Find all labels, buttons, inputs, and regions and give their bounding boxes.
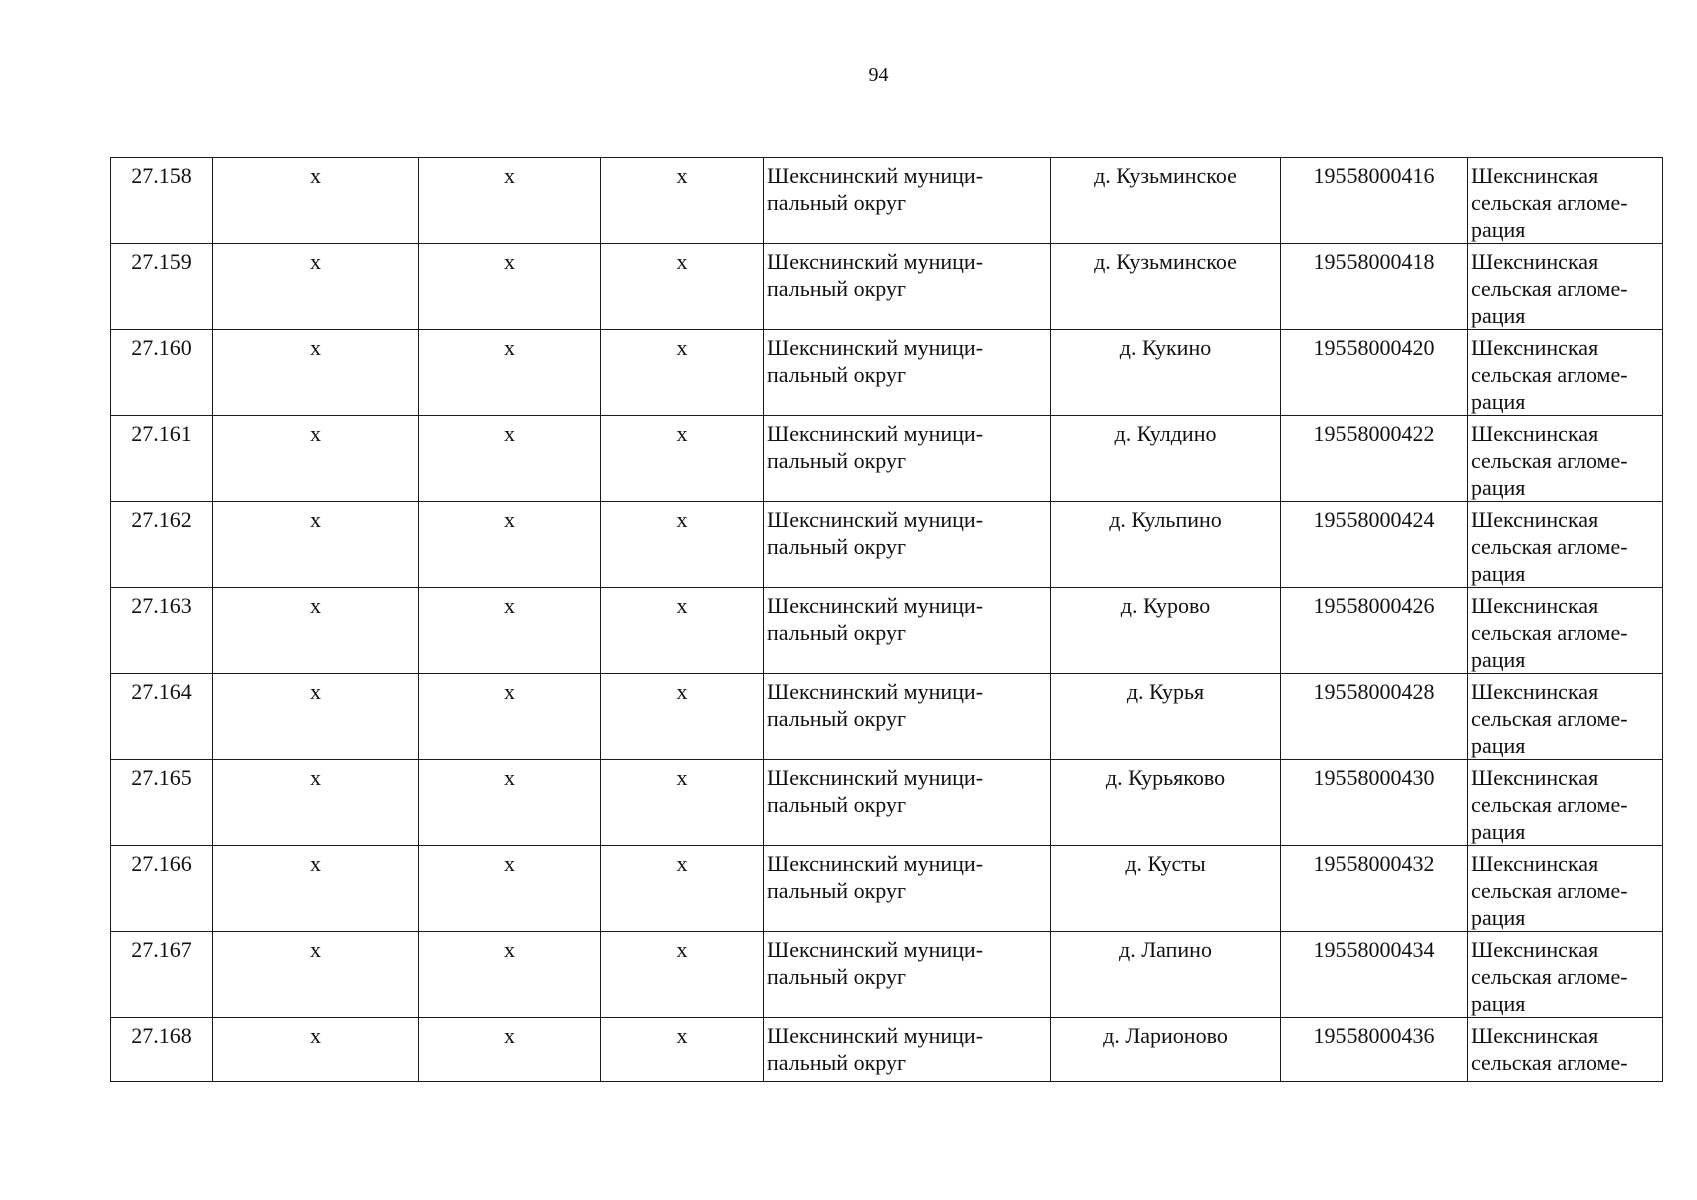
municipality-line: Шекснинский муници- xyxy=(767,163,984,188)
agglomeration-line: рация xyxy=(1471,389,1526,414)
oktmo-code-cell: 19558000428 xyxy=(1281,674,1468,760)
municipality-cell xyxy=(764,932,1051,1018)
row-number-cell: 27.163 xyxy=(111,588,213,674)
oktmo-code-cell: 19558000420 xyxy=(1281,330,1468,416)
mark-cell: x xyxy=(601,1018,764,1082)
agglomeration-cell xyxy=(1468,932,1663,1018)
agglomeration-line: сельская агломе- xyxy=(1471,964,1628,989)
agglomeration-line: Шекснинская xyxy=(1471,507,1599,532)
agglomeration-cell xyxy=(1468,330,1663,416)
municipality-cell xyxy=(764,846,1051,932)
table-row xyxy=(111,1018,1663,1082)
mark-cell: x xyxy=(419,502,601,588)
table-row xyxy=(111,244,1663,330)
row-number-cell: 27.164 xyxy=(111,674,213,760)
agglomeration-line: Шекснинская xyxy=(1471,765,1599,790)
settlement-cell: д. Кульпино xyxy=(1051,502,1281,588)
settlement-cell: д. Кукино xyxy=(1051,330,1281,416)
agglomeration-cell xyxy=(1468,158,1663,244)
oktmo-code-cell: 19558000436 xyxy=(1281,1018,1468,1082)
agglomeration-line: рация xyxy=(1471,561,1526,586)
oktmo-code-cell: 19558000432 xyxy=(1281,846,1468,932)
row-number-cell: 27.160 xyxy=(111,330,213,416)
page-number: 94 xyxy=(868,64,889,86)
row-number-cell: 27.161 xyxy=(111,416,213,502)
mark-cell: x xyxy=(419,674,601,760)
agglomeration-line: Шекснинская xyxy=(1471,421,1599,446)
mark-cell: x xyxy=(419,244,601,330)
municipality-line: пальный округ xyxy=(767,792,906,817)
mark-cell: x xyxy=(213,760,419,846)
agglomeration-cell xyxy=(1468,1018,1663,1082)
agglomeration-line: Шекснинская xyxy=(1471,851,1599,876)
agglomeration-cell xyxy=(1468,674,1663,760)
row-number-cell: 27.158 xyxy=(111,158,213,244)
municipality-cell xyxy=(764,588,1051,674)
settlement-cell: д. Кузьминское xyxy=(1051,158,1281,244)
municipality-cell xyxy=(764,244,1051,330)
mark-cell: x xyxy=(601,932,764,1018)
settlement-cell: д. Ларионово xyxy=(1051,1018,1281,1082)
table-row xyxy=(111,588,1663,674)
agglomeration-line: сельская агломе- xyxy=(1471,792,1628,817)
mark-cell: x xyxy=(419,588,601,674)
oktmo-code-cell: 19558000426 xyxy=(1281,588,1468,674)
municipality-cell xyxy=(764,158,1051,244)
table-row xyxy=(111,760,1663,846)
mark-cell: x xyxy=(601,760,764,846)
mark-cell: x xyxy=(601,244,764,330)
mark-cell: x xyxy=(419,846,601,932)
municipality-cell xyxy=(764,416,1051,502)
municipality-line: Шекснинский муници- xyxy=(767,1023,984,1048)
municipality-line: Шекснинский муници- xyxy=(767,679,984,704)
agglomeration-cell xyxy=(1468,760,1663,846)
municipality-line: Шекснинский муници- xyxy=(767,765,984,790)
settlement-cell: д. Курья xyxy=(1051,674,1281,760)
agglomeration-cell xyxy=(1468,416,1663,502)
agglomeration-line: Шекснинская xyxy=(1471,593,1599,618)
oktmo-code-cell: 19558000424 xyxy=(1281,502,1468,588)
agglomeration-line: рация xyxy=(1471,303,1526,328)
agglomeration-line: сельская агломе- xyxy=(1471,448,1628,473)
mark-cell: x xyxy=(601,158,764,244)
mark-cell: x xyxy=(213,158,419,244)
mark-cell: x xyxy=(213,846,419,932)
settlements-table xyxy=(110,157,1663,1082)
mark-cell: x xyxy=(601,416,764,502)
table-row xyxy=(111,674,1663,760)
agglomeration-line: сельская агломе- xyxy=(1471,276,1628,301)
agglomeration-line: рация xyxy=(1471,475,1526,500)
table-row xyxy=(111,158,1663,244)
municipality-line: Шекснинский муници- xyxy=(767,507,984,532)
agglomeration-line: Шекснинская xyxy=(1471,679,1599,704)
mark-cell: x xyxy=(213,674,419,760)
mark-cell: x xyxy=(213,502,419,588)
municipality-line: пальный округ xyxy=(767,190,906,215)
agglomeration-line: сельская агломе- xyxy=(1471,534,1628,559)
municipality-line: пальный округ xyxy=(767,620,906,645)
mark-cell: x xyxy=(601,330,764,416)
settlement-cell: д. Кусты xyxy=(1051,846,1281,932)
agglomeration-line: рация xyxy=(1471,991,1526,1016)
mark-cell: x xyxy=(213,244,419,330)
mark-cell: x xyxy=(419,1018,601,1082)
row-number-cell: 27.165 xyxy=(111,760,213,846)
agglomeration-line: Шекснинская xyxy=(1471,249,1599,274)
municipality-line: Шекснинский муници- xyxy=(767,421,984,446)
mark-cell: x xyxy=(601,588,764,674)
row-number-cell: 27.168 xyxy=(111,1018,213,1082)
municipality-cell xyxy=(764,1018,1051,1082)
municipality-line: пальный округ xyxy=(767,706,906,731)
municipality-line: пальный округ xyxy=(767,1050,906,1075)
oktmo-code-cell: 19558000430 xyxy=(1281,760,1468,846)
agglomeration-line: сельская агломе- xyxy=(1471,620,1628,645)
municipality-cell xyxy=(764,760,1051,846)
mark-cell: x xyxy=(419,158,601,244)
agglomeration-cell xyxy=(1468,588,1663,674)
municipality-line: Шекснинский муници- xyxy=(767,335,984,360)
municipality-cell xyxy=(764,674,1051,760)
mark-cell: x xyxy=(213,330,419,416)
mark-cell: x xyxy=(601,502,764,588)
municipality-line: Шекснинский муници- xyxy=(767,249,984,274)
oktmo-code-cell: 19558000418 xyxy=(1281,244,1468,330)
row-number-cell: 27.159 xyxy=(111,244,213,330)
table-body xyxy=(111,158,1663,1082)
municipality-line: пальный округ xyxy=(767,362,906,387)
municipality-line: пальный округ xyxy=(767,276,906,301)
settlement-cell: д. Кулдино xyxy=(1051,416,1281,502)
agglomeration-line: Шекснинская xyxy=(1471,1023,1599,1048)
municipality-line: пальный округ xyxy=(767,448,906,473)
mark-cell: x xyxy=(601,846,764,932)
oktmo-code-cell: 19558000422 xyxy=(1281,416,1468,502)
municipality-line: Шекснинский муници- xyxy=(767,851,984,876)
mark-cell: x xyxy=(601,674,764,760)
agglomeration-cell xyxy=(1468,502,1663,588)
table-row xyxy=(111,330,1663,416)
table-row xyxy=(111,416,1663,502)
settlement-cell: д. Лапино xyxy=(1051,932,1281,1018)
municipality-cell xyxy=(764,502,1051,588)
agglomeration-line: рация xyxy=(1471,217,1526,242)
settlement-cell: д. Кузьминское xyxy=(1051,244,1281,330)
row-number-cell: 27.167 xyxy=(111,932,213,1018)
agglomeration-line: рация xyxy=(1471,819,1526,844)
agglomeration-line: рация xyxy=(1471,905,1526,930)
agglomeration-cell xyxy=(1468,244,1663,330)
mark-cell: x xyxy=(213,588,419,674)
agglomeration-line: рация xyxy=(1471,647,1526,672)
table-row xyxy=(111,932,1663,1018)
agglomeration-line: сельская агломе- xyxy=(1471,706,1628,731)
agglomeration-line: сельская агломе- xyxy=(1471,1050,1628,1075)
agglomeration-line: Шекснинская xyxy=(1471,937,1599,962)
agglomeration-line: сельская агломе- xyxy=(1471,362,1628,387)
row-number-cell: 27.162 xyxy=(111,502,213,588)
agglomeration-line: рация xyxy=(1471,733,1526,758)
oktmo-code-cell: 19558000434 xyxy=(1281,932,1468,1018)
mark-cell: x xyxy=(419,932,601,1018)
oktmo-code-cell: 19558000416 xyxy=(1281,158,1468,244)
mark-cell: x xyxy=(419,760,601,846)
mark-cell: x xyxy=(213,932,419,1018)
settlement-cell: д. Курьяково xyxy=(1051,760,1281,846)
agglomeration-line: Шекснинская xyxy=(1471,163,1599,188)
settlement-cell: д. Курово xyxy=(1051,588,1281,674)
agglomeration-line: Шекснинская xyxy=(1471,335,1599,360)
agglomeration-line: сельская агломе- xyxy=(1471,878,1628,903)
municipality-line: Шекснинский муници- xyxy=(767,937,984,962)
table-row xyxy=(111,502,1663,588)
mark-cell: x xyxy=(419,330,601,416)
row-number-cell: 27.166 xyxy=(111,846,213,932)
table-row xyxy=(111,846,1663,932)
municipality-line: пальный округ xyxy=(767,878,906,903)
municipality-cell xyxy=(764,330,1051,416)
municipality-line: пальный округ xyxy=(767,534,906,559)
municipality-line: пальный округ xyxy=(767,964,906,989)
mark-cell: x xyxy=(213,416,419,502)
mark-cell: x xyxy=(213,1018,419,1082)
mark-cell: x xyxy=(419,416,601,502)
agglomeration-cell xyxy=(1468,846,1663,932)
agglomeration-line: сельская агломе- xyxy=(1471,190,1628,215)
municipality-line: Шекснинский муници- xyxy=(767,593,984,618)
